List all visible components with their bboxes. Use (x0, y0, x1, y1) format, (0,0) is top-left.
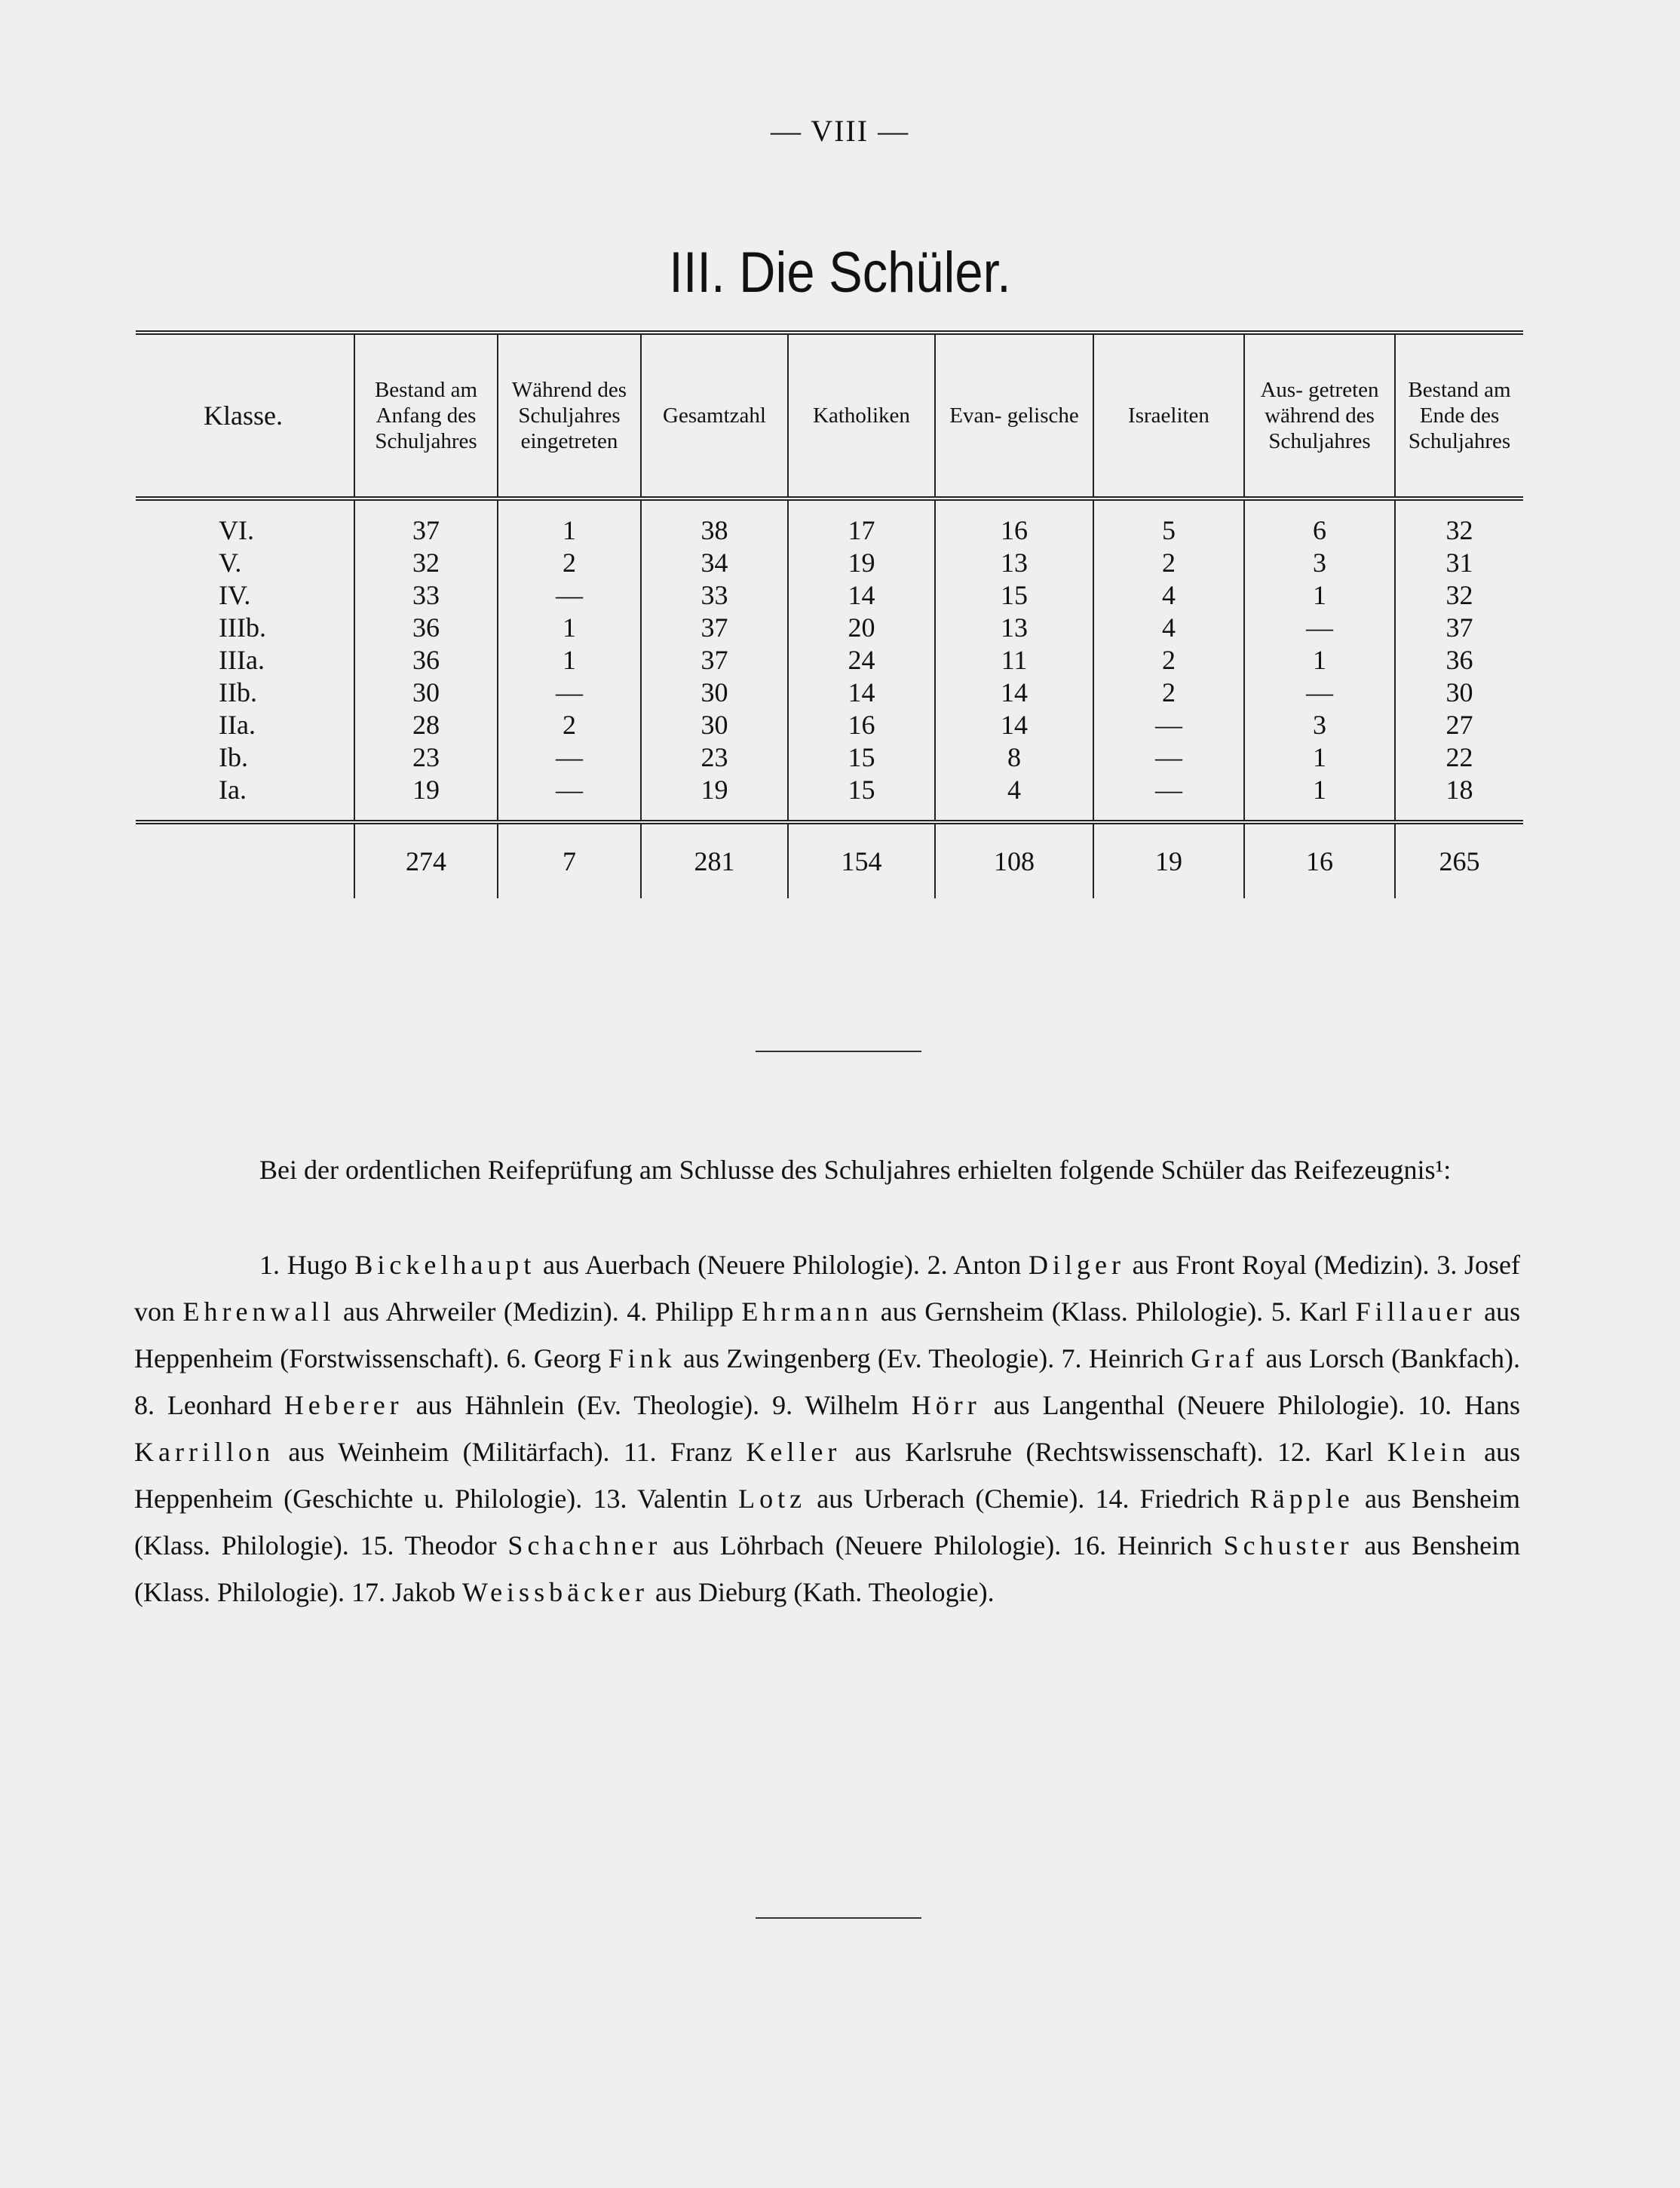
graduate-origin: aus Karlsruhe (Rechtswissenschaft). (854, 1437, 1264, 1467)
graduate-surname: Fillauer (1355, 1297, 1476, 1327)
header-katholiken: Katholiken (788, 335, 935, 499)
table-cell: 3 (1244, 709, 1395, 741)
table-cell: 1 (498, 501, 641, 547)
table-cell: 30 (1395, 677, 1523, 709)
graduate-entry (507, 1343, 1062, 1373)
table-cell: — (1244, 677, 1395, 709)
table-cell: 32 (1395, 579, 1523, 612)
table-cell: 19 (354, 774, 498, 822)
graduate-origin: aus Front Royal (Medizin). (1132, 1250, 1430, 1280)
graduate-surname: Graf (1191, 1343, 1259, 1373)
table-cell: 23 (354, 741, 498, 774)
table-cell: 24 (788, 644, 935, 677)
graduate-first-name: Anton (953, 1250, 1022, 1280)
table-body (136, 501, 1523, 822)
totals-cell (136, 824, 354, 898)
graduate-entry (351, 1577, 995, 1607)
graduate-surname: Ehrenwall (182, 1297, 336, 1327)
graduate-number: 4. (627, 1297, 648, 1327)
table-cell: 38 (641, 501, 788, 547)
graduate-surname: Klein (1387, 1437, 1470, 1467)
table-cell: 27 (1395, 709, 1523, 741)
table-row (136, 547, 1523, 579)
graduate-entry (927, 1250, 1437, 1280)
graduate-first-name: Theodor (404, 1530, 497, 1560)
graduate-number: 9. (772, 1390, 793, 1420)
table-row (136, 677, 1523, 709)
graduate-entry (772, 1390, 1418, 1420)
table-cell: 30 (354, 677, 498, 709)
graduates-list (134, 1241, 1520, 1616)
table-cell: 4 (935, 774, 1093, 822)
table-cell: 32 (354, 547, 498, 579)
table-cell: — (1093, 741, 1244, 774)
table-cell: 6 (1244, 501, 1395, 547)
graduate-origin: aus Weinheim (Militärfach). (288, 1437, 610, 1467)
graduate-number: 7. (1061, 1343, 1082, 1373)
graduate-number: 17. (351, 1577, 385, 1607)
table-header-row (136, 335, 1523, 499)
reifepruefung-paragraph (134, 1146, 1520, 1193)
totals-cell: 108 (935, 824, 1093, 898)
graduate-entry (360, 1530, 1073, 1560)
graduate-first-name: Philipp (655, 1297, 734, 1327)
totals-cell: 7 (498, 824, 641, 898)
table-cell: 4 (1093, 579, 1244, 612)
table-cell: 15 (788, 774, 935, 822)
header-klasse: Klasse. (204, 400, 283, 431)
table-cell: 13 (935, 547, 1093, 579)
table-cell: 2 (1093, 677, 1244, 709)
table-cell: 36 (354, 644, 498, 677)
end-divider-rule (756, 1917, 921, 1919)
table-cell: 37 (1395, 612, 1523, 644)
graduate-surname: Räpple (1249, 1484, 1354, 1514)
table-cell: 2 (498, 547, 641, 579)
table-cell: 1 (1244, 644, 1395, 677)
graduate-surname: Keller (746, 1437, 842, 1467)
totals-cell: 16 (1244, 824, 1395, 898)
table-cell: 11 (935, 644, 1093, 677)
table-cell: — (1093, 774, 1244, 822)
table-cell: — (498, 774, 641, 822)
graduate-origin: aus Heppenheim (Forstwissenschaft). (134, 1297, 1521, 1373)
graduate-origin: aus Gernsheim (Klass. Philologie). (880, 1297, 1264, 1327)
graduate-first-name: Heinrich (1117, 1530, 1212, 1560)
graduate-first-name: Jakob (391, 1577, 455, 1607)
class-name-cell: IIb. (219, 677, 257, 707)
table-cell: 20 (788, 612, 935, 644)
graduate-first-name: Karl (1325, 1437, 1374, 1467)
table-cell: 31 (1395, 547, 1523, 579)
header-israeliten: Israeliten (1093, 335, 1244, 499)
graduate-number: 5. (1271, 1297, 1292, 1327)
table-row (136, 612, 1523, 644)
table-cell: 13 (935, 612, 1093, 644)
graduate-first-name: Hans (1464, 1390, 1521, 1420)
graduate-number: 16. (1072, 1530, 1107, 1560)
table-cell: 8 (935, 741, 1093, 774)
graduate-entry (593, 1484, 1095, 1514)
totals-cell: 274 (354, 824, 498, 898)
graduate-entry (627, 1297, 1271, 1327)
table-cell: 23 (641, 741, 788, 774)
table-cell: 37 (641, 644, 788, 677)
table-cell: — (1093, 709, 1244, 741)
header-bestand-anfang: Bestand am Anfang des Schuljahres (354, 335, 498, 499)
graduate-origin: aus Bensheim (Klass. Philologie). (134, 1530, 1521, 1607)
table-cell: 33 (641, 579, 788, 612)
table-cell: 14 (788, 677, 935, 709)
class-name-cell: Ib. (219, 742, 248, 772)
table-cell: 18 (1395, 774, 1523, 822)
graduate-number: 12. (1277, 1437, 1311, 1467)
page-title: III. Die Schüler. (669, 241, 1011, 305)
class-name-cell: IV. (219, 580, 251, 610)
graduate-entry (259, 1250, 927, 1280)
graduate-number: 8. (134, 1390, 155, 1420)
graduate-origin: aus Zwingenberg (Ev. Theologie). (682, 1343, 1055, 1373)
graduate-entry (624, 1437, 1277, 1467)
graduate-number: 2. (927, 1250, 948, 1280)
graduate-origin: aus Auerbach (Neuere Philologie). (543, 1250, 920, 1280)
header-eingetreten: Während des Schuljahres eingetreten (498, 335, 641, 499)
graduate-first-name: Georg (533, 1343, 602, 1373)
table-cell: 22 (1395, 741, 1523, 774)
graduate-surname: Bickelhaupt (354, 1250, 536, 1280)
graduate-first-name: Karl (1299, 1297, 1348, 1327)
table-totals-row (136, 824, 1523, 898)
table-row (136, 709, 1523, 741)
section-divider-rule (756, 1051, 921, 1052)
table-cell: — (1244, 612, 1395, 644)
table-cell: 19 (788, 547, 935, 579)
table-cell: — (498, 677, 641, 709)
table-cell: 30 (641, 709, 788, 741)
table-cell: 1 (1244, 579, 1395, 612)
graduate-number: 15. (360, 1530, 394, 1560)
graduate-surname: Karrillon (134, 1437, 274, 1467)
table-cell: 37 (354, 501, 498, 547)
graduate-number: 6. (506, 1343, 527, 1373)
table-cell: 32 (1395, 501, 1523, 547)
graduate-surname: Schuster (1223, 1530, 1354, 1560)
graduate-first-name: Leonhard (167, 1390, 271, 1420)
table-cell: 2 (1093, 547, 1244, 579)
page-number: — VIII — (770, 114, 910, 148)
table-cell: 5 (1093, 501, 1244, 547)
graduate-first-name: Hugo (287, 1250, 348, 1280)
graduate-surname: Fink (608, 1343, 676, 1373)
table-cell: 16 (935, 501, 1093, 547)
header-bestand-ende: Bestand am Ende des Schuljahres (1395, 335, 1523, 499)
table-cell: 37 (641, 612, 788, 644)
graduate-origin: aus Bensheim (Klass. Philologie). (134, 1484, 1521, 1560)
table-row (136, 774, 1523, 822)
class-name-cell: IIa. (219, 710, 256, 740)
table-row (136, 644, 1523, 677)
table-cell: — (498, 579, 641, 612)
class-name-cell: V. (219, 548, 242, 578)
graduate-origin: aus Heppenheim (Geschichte u. Philologie). (134, 1437, 1521, 1514)
class-name-cell: IIIb. (219, 612, 266, 643)
table-cell: 15 (788, 741, 935, 774)
table-cell: 36 (354, 612, 498, 644)
totals-cell: 265 (1395, 824, 1523, 898)
graduate-origin: aus Urberach (Chemie). (817, 1484, 1085, 1514)
totals-cell: 154 (788, 824, 935, 898)
graduate-number: 11. (623, 1437, 657, 1467)
graduate-number: 3. (1436, 1250, 1458, 1280)
header-gesamtzahl: Gesamtzahl (641, 335, 788, 499)
graduate-origin: aus Langenthal (Neuere Philologie). (993, 1390, 1406, 1420)
graduate-surname: Weissbäcker (461, 1577, 649, 1607)
table-cell: 16 (788, 709, 935, 741)
table-cell: 1 (1244, 774, 1395, 822)
table-cell: 28 (354, 709, 498, 741)
graduate-first-name: Wilhelm (805, 1390, 899, 1420)
student-statistics-table (136, 330, 1523, 898)
graduate-first-name: Josef von (134, 1250, 1521, 1327)
graduate-first-name: Friedrich (1139, 1484, 1240, 1514)
table-cell: 34 (641, 547, 788, 579)
class-name-cell: Ia. (219, 775, 247, 805)
table-cell: — (498, 741, 641, 774)
table-cell: 2 (1093, 644, 1244, 677)
graduate-number: 10. (1418, 1390, 1452, 1420)
table-cell: 14 (935, 709, 1093, 741)
graduate-origin: aus Lorsch (Bankfach). (1265, 1343, 1521, 1373)
table-cell: 15 (935, 579, 1093, 612)
graduate-origin: aus Ahrweiler (Medizin). (342, 1297, 619, 1327)
table-cell: 1 (498, 612, 641, 644)
table-cell: 3 (1244, 547, 1395, 579)
header-ausgetreten: Aus- getreten während des Schuljahres (1244, 335, 1395, 499)
table-cell: 19 (641, 774, 788, 822)
table-cell: 30 (641, 677, 788, 709)
graduate-entry (1062, 1343, 1521, 1373)
class-name-cell: VI. (219, 515, 254, 545)
graduate-number: 13. (593, 1484, 627, 1514)
table-cell: 1 (1244, 741, 1395, 774)
table-row (136, 741, 1523, 774)
totals-cell: 19 (1093, 824, 1244, 898)
graduate-first-name: Franz (670, 1437, 732, 1467)
table-cell: 36 (1395, 644, 1523, 677)
graduate-surname: Dilger (1028, 1250, 1125, 1280)
table-row (136, 579, 1523, 612)
totals-cell: 281 (641, 824, 788, 898)
table-cell: 33 (354, 579, 498, 612)
graduate-origin: aus Hähnlein (Ev. Theologie). (415, 1390, 760, 1420)
graduate-first-name: Heinrich (1088, 1343, 1184, 1373)
paragraph-intro: Bei der ordentlichen Reifeprüfung am Schlusse des Schuljahres erhielten folgende Schüler das Reifezeugnis¹: (259, 1155, 1452, 1185)
graduate-surname: Schachner (507, 1530, 662, 1560)
graduate-surname: Ehrmann (741, 1297, 873, 1327)
graduate-surname: Hörr (911, 1390, 981, 1420)
graduate-origin: aus Löhrbach (Neuere Philologie). (673, 1530, 1062, 1560)
table-cell: 4 (1093, 612, 1244, 644)
header-evangelische: Evan- gelische (935, 335, 1093, 499)
table-cell: 14 (788, 579, 935, 612)
graduate-origin: aus Dieburg (Kath. Theologie). (655, 1577, 995, 1607)
graduate-first-name: Valentin (636, 1484, 728, 1514)
graduate-number: 14. (1095, 1484, 1130, 1514)
class-name-cell: IIIa. (219, 645, 265, 675)
graduate-entry (134, 1390, 772, 1420)
graduate-surname: Lotz (738, 1484, 807, 1514)
table-cell: 1 (498, 644, 641, 677)
table-cell: 14 (935, 677, 1093, 709)
table-cell: 2 (498, 709, 641, 741)
table-cell: 17 (788, 501, 935, 547)
graduate-surname: Heberer (284, 1390, 403, 1420)
graduate-number: 1. (259, 1250, 280, 1280)
table-row (136, 501, 1523, 547)
